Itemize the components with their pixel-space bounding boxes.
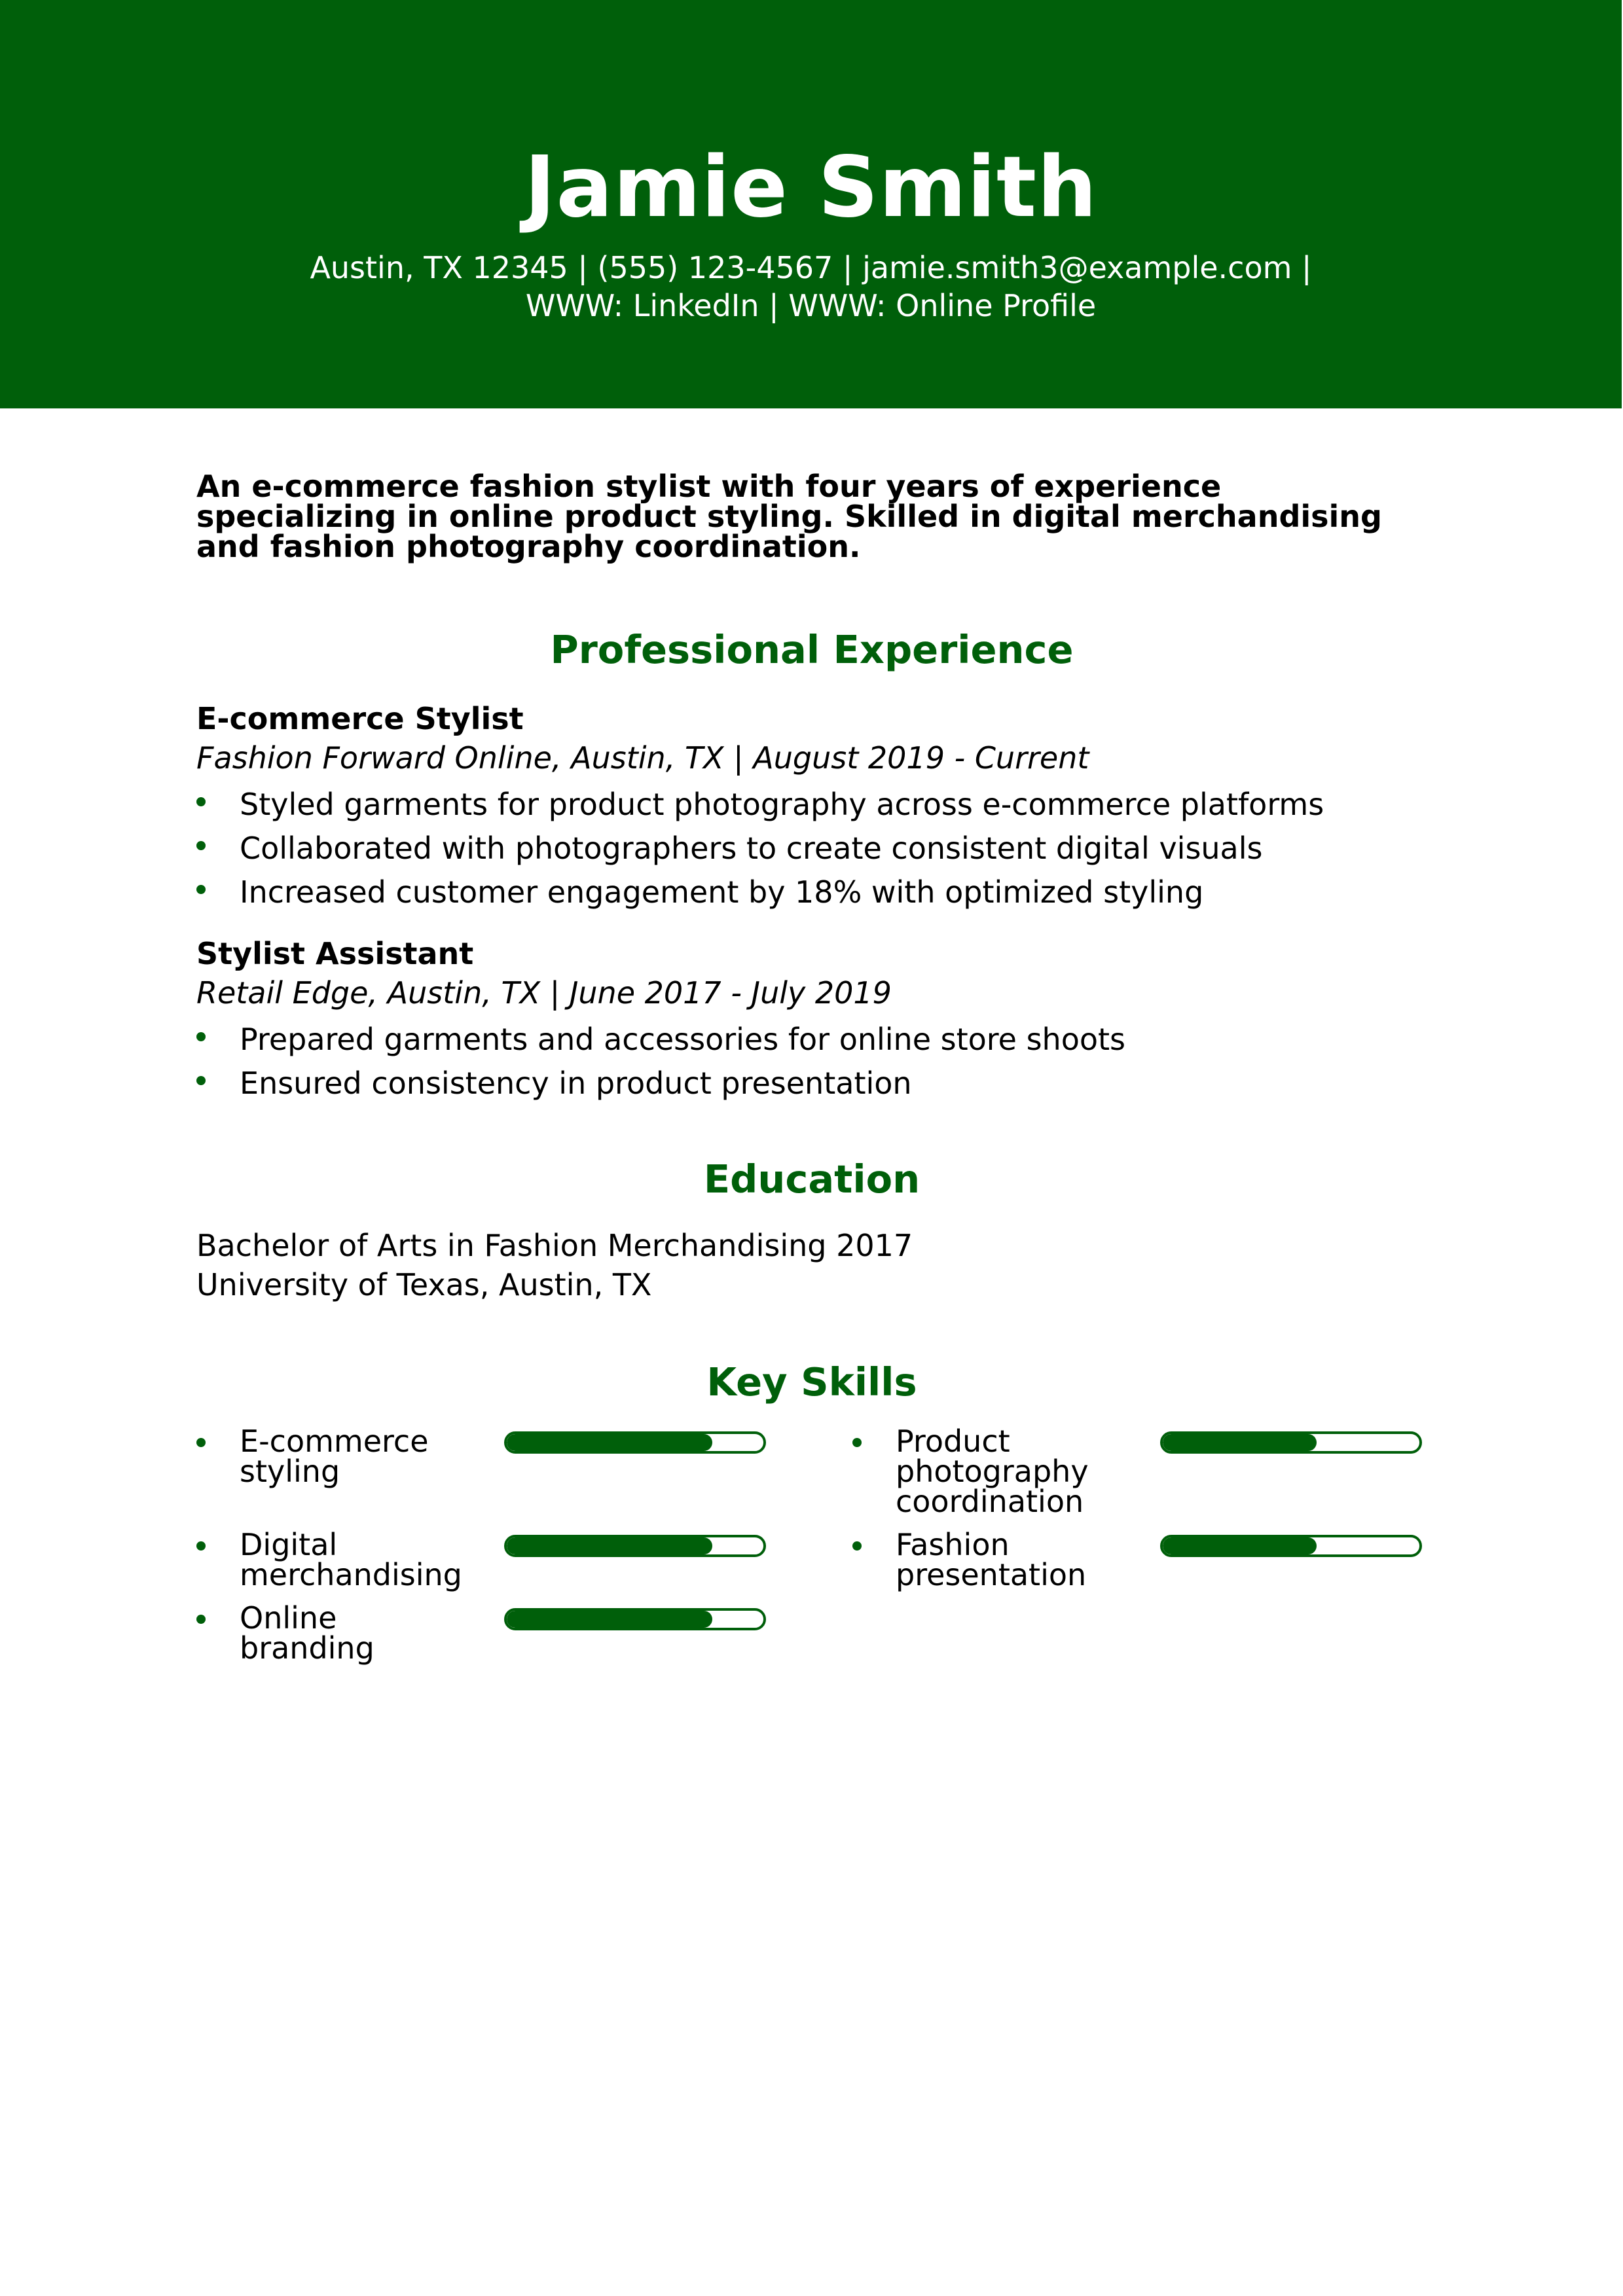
skill-level-fill	[1163, 1537, 1317, 1554]
list-item: Styled garments for product photography across e-commerce platforms	[196, 783, 1427, 827]
resume-body	[196, 471, 1427, 1680]
job-bullets	[196, 783, 1427, 914]
degree-line: Bachelor of Arts in Fashion Merchandising 2017	[196, 1228, 913, 1263]
skill-level-bar	[504, 1431, 766, 1454]
skill-label: Online branding	[240, 1600, 374, 1666]
education-heading: Education	[703, 1157, 921, 1202]
skill-level-fill	[1163, 1434, 1317, 1451]
skill-level-bar	[1160, 1535, 1422, 1557]
skills-grid	[196, 1424, 1427, 1680]
skill-item	[852, 1527, 1442, 1626]
candidate-name: Jamie Smith	[524, 139, 1098, 236]
skills-heading: Key Skills	[706, 1359, 917, 1405]
contact-info	[0, 249, 1622, 325]
bullet-dot	[196, 1615, 206, 1624]
education-entry	[196, 1226, 1427, 1304]
skill-label: Product photography coordination	[896, 1424, 1089, 1519]
job-meta: Retail Edge, Austin, TX | June 2017 - July 2019	[196, 975, 892, 1011]
skill-label: E-commerce styling	[240, 1424, 429, 1489]
skill-label: Digital merchandising	[240, 1527, 462, 1592]
list-item: Prepared garments and accessories for online store shoots	[196, 1018, 1427, 1062]
job-entry	[196, 699, 1427, 914]
experience-heading: Professional Experience	[550, 627, 1074, 672]
professional-summary: An e-commerce fashion stylist with four years of experience specializing in online product styling. Skilled in digital merchandising and fashion photography coordination.	[196, 469, 1382, 564]
job-entry	[196, 934, 1427, 1105]
skill-level-fill	[507, 1434, 712, 1451]
skill-item	[196, 1600, 786, 1700]
resume-header	[0, 0, 1622, 408]
list-item: Collaborated with photographers to create consistent digital visuals	[196, 827, 1427, 870]
job-title: E-commerce Stylist	[196, 701, 524, 736]
skill-label: Fashion presentation	[896, 1527, 1087, 1592]
skill-level-bar	[504, 1535, 766, 1557]
skill-level-fill	[507, 1611, 712, 1628]
skill-level-fill	[507, 1537, 712, 1554]
job-meta: Fashion Forward Online, Austin, TX | August 2019 - Current	[196, 740, 1089, 776]
list-item: Ensured consistency in product presentation	[196, 1062, 1427, 1105]
skill-item	[852, 1424, 1442, 1523]
school-line: University of Texas, Austin, TX	[196, 1267, 652, 1302]
bullet-dot	[196, 1541, 206, 1551]
bullet-dot	[196, 1438, 206, 1447]
skill-level-bar	[1160, 1431, 1422, 1454]
job-bullets	[196, 1018, 1427, 1105]
job-title: Stylist Assistant	[196, 936, 474, 971]
bullet-dot	[852, 1541, 862, 1551]
contact-line-1: Austin, TX 12345 | (555) 123-4567 | jamie.smith3@example.com |	[310, 250, 1312, 285]
contact-line-2: WWW: LinkedIn | WWW: Online Profile	[525, 288, 1097, 323]
skill-level-bar	[504, 1608, 766, 1630]
list-item: Increased customer engagement by 18% with optimized styling	[196, 870, 1427, 914]
skill-item	[196, 1424, 786, 1523]
bullet-dot	[852, 1438, 862, 1447]
